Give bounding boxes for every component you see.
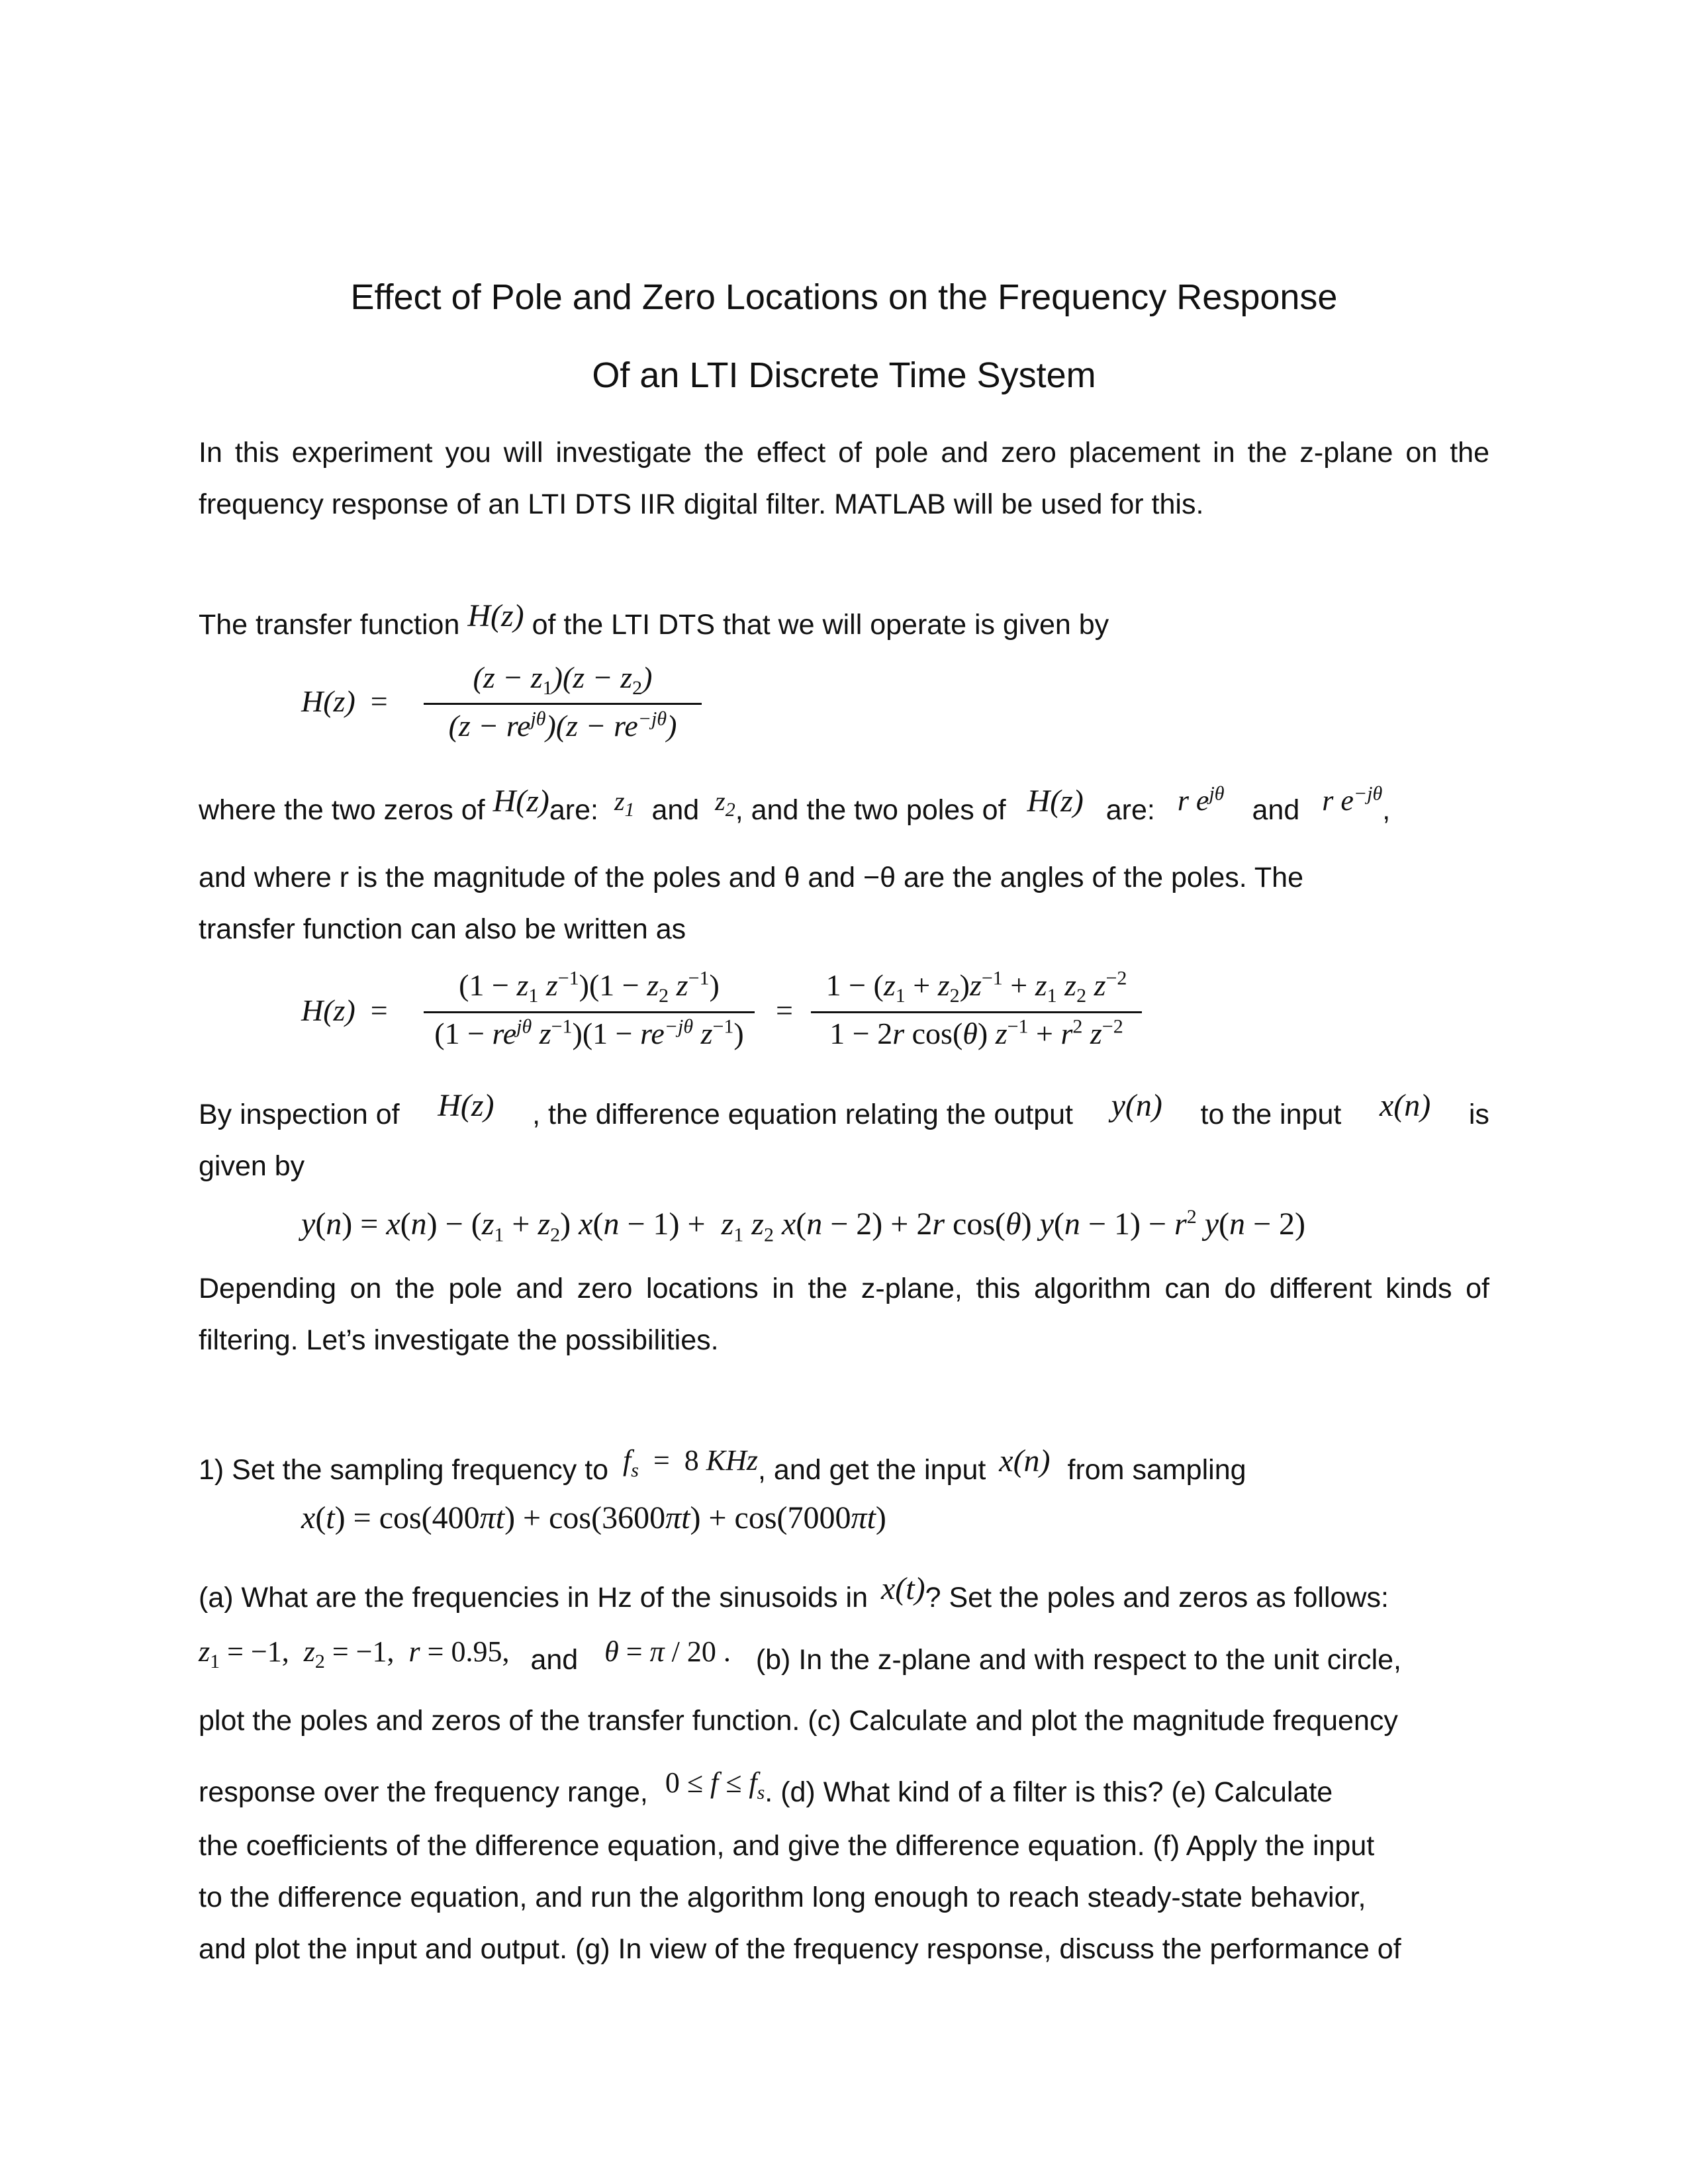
eq2-denominator-expanded: 1 − 2r cos(θ) $z^{-1} + r^2$ $z^{-2}$ [829, 1015, 1123, 1050]
qa-text: (a) What are the frequencies in Hz of the sinusoids in [199, 1582, 868, 1614]
zeros-poles-line: where the two zeros of H(z)are: $z_1$ and $z_2$, and the two poles of H(z) are: r $e^{j\theta}$ and r $e^{-j\theta}$, [199, 782, 1391, 826]
item1-line [199, 1443, 1246, 1487]
intro-paragraph: In this experiment you will investigate the effect of pole and zero placement in the z-plane on the frequency response of an LTI DTS IIR digital filter. MATLAB will be used for this. [199, 437, 1489, 520]
eq1-hz: H(z) [301, 684, 355, 718]
depending-paragraph: Depending on the pole and zero locations in the z-plane, this algorithm can do different kinds of filtering. Let’s investigate the possibilities. [199, 1273, 1489, 1356]
theta-value: θ = π / 20 . [604, 1635, 731, 1668]
eq2-numerator: ($1 - z_1$ $z^{-1})(1 - z_2$ $z^{-1}$) [459, 967, 720, 1007]
z2-symbol: $z_2$ [715, 786, 735, 821]
eq2-numerator-expanded: $1 - (z_1 + z_2)z^{-1} + z_1$ $z_2$ $z^{-2}$ [825, 967, 1127, 1007]
qa-line [199, 1571, 1389, 1615]
and-label-2: and [1252, 794, 1300, 826]
difference-equation: $y(n) = x(n) - (z_1 + z_2) x(n - 1) + z_1$ $z_2$ x(n − 2) + 2r cos(θ) $y(n - 1) - r^2$ y(n − 2) [301, 1206, 1306, 1246]
eq2-lhs: H(z) = [301, 993, 388, 1027]
eq1-denominator: $(z - re^{j\theta})(z - re^{-j\theta})$ [448, 707, 677, 743]
params-line [199, 1635, 1401, 1676]
is-label: is [1468, 1099, 1489, 1130]
eq1-fraction-bar [424, 703, 702, 705]
r-magnitude-text: and where r is the magnitude of the poles and θ and −θ are the angles of the poles. The [199, 862, 1304, 893]
tf-written-text: transfer function can also be written as [199, 913, 686, 945]
pole-1-symbol: r $e^{j\theta}$ [1177, 782, 1225, 817]
poles-mid-text: , and the two poles of [735, 794, 1006, 826]
qd-line [199, 1766, 1333, 1809]
page-title: Effect of Pole and Zero Locations on the Frequency Response [350, 277, 1338, 317]
inspection-hz: H(z) [438, 1088, 494, 1123]
item1-post: from sampling [1067, 1454, 1246, 1486]
are-label: are: [549, 794, 598, 826]
tf-intro-line [199, 598, 1109, 642]
eq2-hz: H(z) [301, 993, 355, 1027]
qc-line: plot the poles and zeros of the transfer function. (c) Calculate and plot the magnitude frequency [199, 1705, 1398, 1737]
pole-2-symbol: r $e^{-j\theta}$ [1322, 782, 1383, 817]
given-by: given by [199, 1150, 305, 1182]
item1-pre: 1) Set the sampling frequency to [199, 1454, 609, 1486]
fs-equation: $f_s = 8$ KHz [623, 1444, 759, 1481]
to-input-text: to the input [1200, 1099, 1342, 1130]
xt-equation: x(t) = cos(400πt) + cos(3600πt) + cos(7000πt) [301, 1500, 886, 1535]
qe-line: the coefficients of the difference equation, and give the difference equation. (f) Apply the input [199, 1830, 1375, 1862]
qd-pre: response over the frequency range, [199, 1776, 648, 1808]
item1-xn: x(n) [999, 1443, 1051, 1479]
qa-post: ? Set the poles and zeros as follows: [925, 1582, 1389, 1614]
by-inspection-mid: , the difference equation relating the output [532, 1099, 1073, 1130]
where-zeros-text: where the two zeros of [199, 794, 485, 826]
item1-mid: , and get the input [758, 1454, 986, 1486]
eq2-equals: = [776, 993, 793, 1027]
tf-intro-post: of the LTI DTS that we will operate is given by [532, 609, 1109, 641]
poles-hz: H(z) [1027, 784, 1084, 819]
zeros-hz: H(z) [492, 784, 549, 819]
qd-post: . (d) What kind of a filter is this? (e) Calculate [765, 1776, 1333, 1808]
qf-line: to the difference equation, and run the algorithm long enough to reach steady-state behavior, [199, 1882, 1366, 1913]
eq1-lhs: H(z) = [301, 684, 388, 718]
qb-text: (b) In the z-plane and with respect to the unit circle, [755, 1644, 1401, 1676]
freq-range: $0 \le f \le f_s$ [665, 1766, 765, 1803]
hz-symbol: H(z) [467, 598, 524, 633]
magnitude-paragraph [199, 852, 1489, 955]
qg-line: and plot the input and output. (g) In view of the frequency response, discuss the performance of [199, 1933, 1401, 1965]
yn-symbol: y(n) [1111, 1088, 1162, 1123]
are-label-2: are: [1105, 794, 1155, 826]
eq1-numerator: $(z - z_1)(z - z_2)$ [473, 660, 653, 700]
eq2-fraction-bar-1 [424, 1011, 755, 1013]
by-inspection-pre: By inspection of [199, 1099, 400, 1130]
page-subtitle: Of an LTI Discrete Time System [592, 355, 1096, 395]
eq2-fraction-bar-2 [811, 1011, 1142, 1013]
params-and: and [530, 1644, 579, 1676]
inspection-line [199, 1088, 1489, 1132]
eq2-denominator: ($1 - re^{j\theta}$ $z^{-1})(1 - re^{-j\theta}$ $z^{-1}$) [434, 1015, 744, 1050]
xn-symbol: x(n) [1379, 1088, 1431, 1123]
qa-xt: x(t) [880, 1571, 925, 1606]
tf-intro-pre: The transfer function [199, 609, 460, 641]
params-zeros: $z_1 = -1$, $z_2 = -1$, r = 0.95, [199, 1635, 510, 1672]
z1-symbol: $z_1$ [614, 786, 635, 821]
and-label-1: and [651, 794, 700, 826]
